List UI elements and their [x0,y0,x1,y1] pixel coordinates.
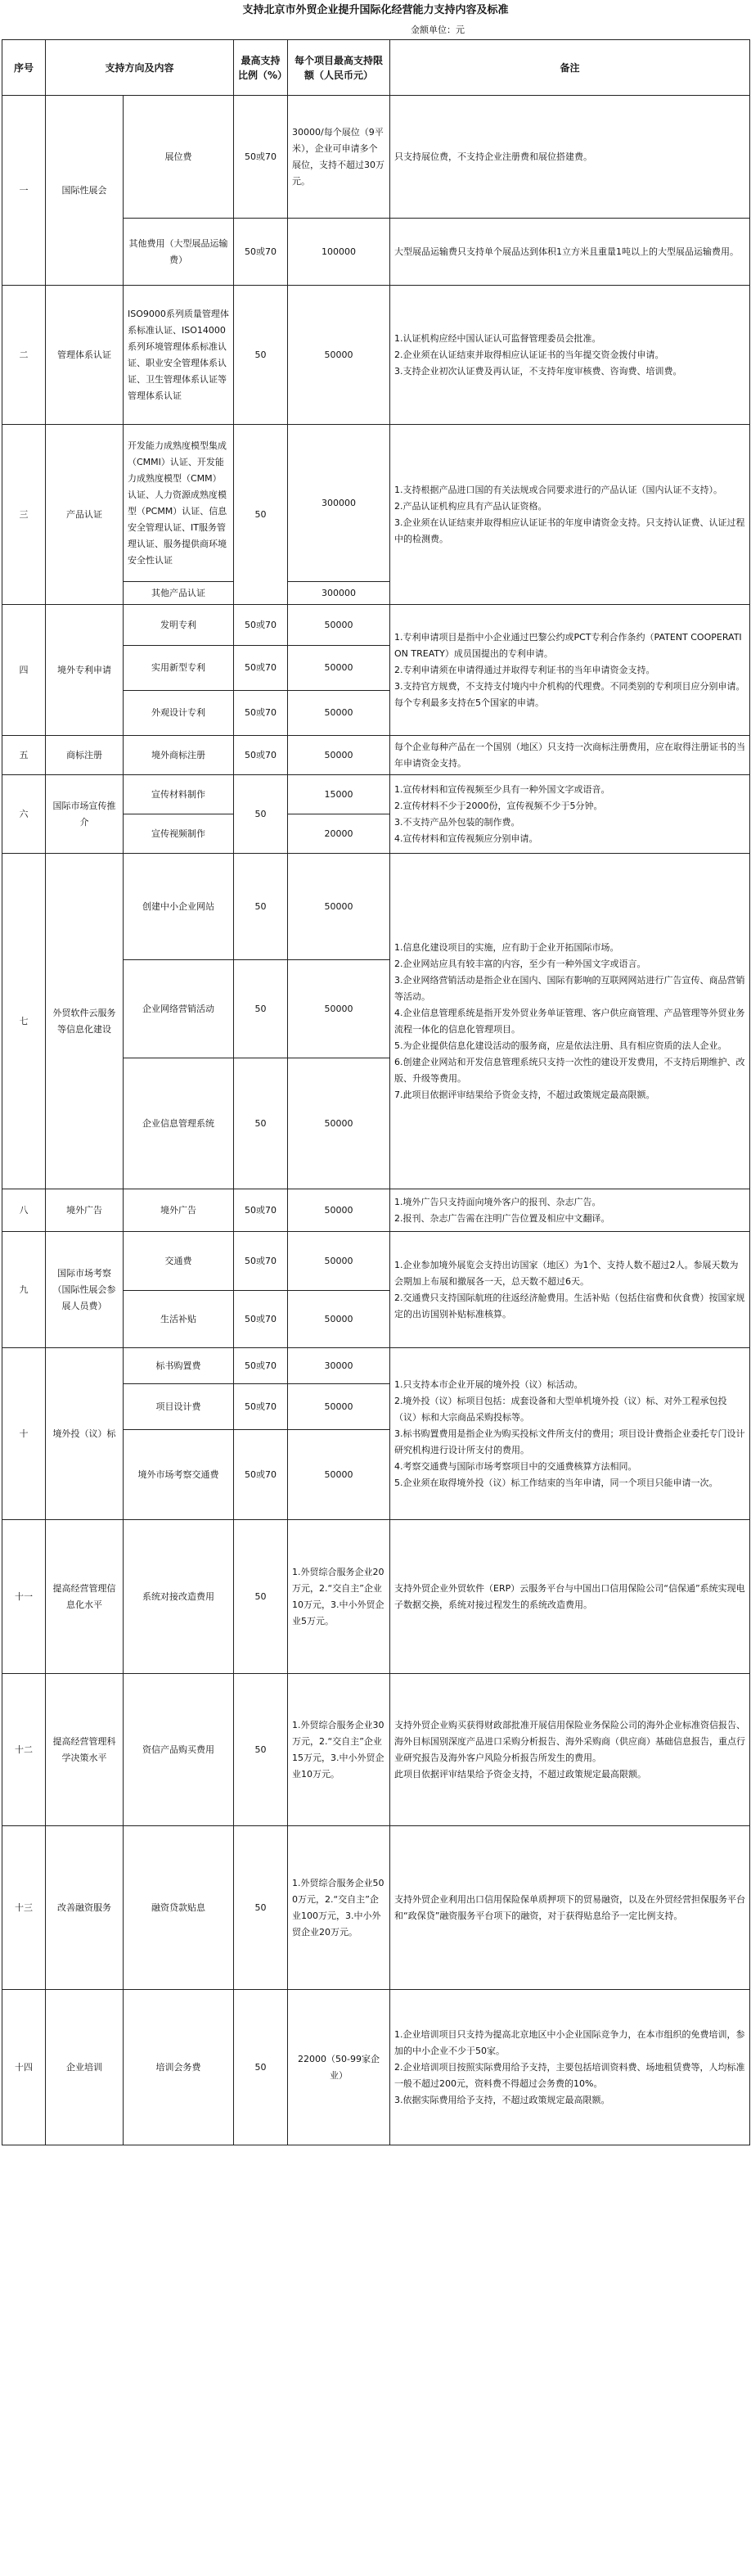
note-line: 1.专利申请项目是指中小企业通过巴黎公约或PCT专利合作条约（PATENT COOPERATION TREATY）成员国提出的专利申请。 [394,631,742,659]
table-row [2,425,750,582]
table-row [2,1189,750,1232]
table-row [2,1674,750,1826]
support-ratio: 50 [234,1674,288,1826]
support-limit: 300000 [288,425,390,582]
sub-item: 标书购置费 [124,1348,234,1384]
support-limit: 1.外贸综合服务企业30万元，2.“交自主”企业15万元，3.中小外贸企业10万元。 [288,1674,390,1826]
sub-item: 系统对接改造费用 [124,1520,234,1674]
notes-cell [390,1674,750,1826]
row-number: 二 [2,286,46,425]
notes-cell [390,736,750,775]
note-line: 1.宣传材料和宣传视频至少具有一种外国文字或语音。 [394,783,610,795]
sub-item: 宣传视频制作 [124,814,234,854]
note-line: 6.创建企业网站和开发信息管理系统只支持一次性的建设开发费用，不支持后期维护、改版、升级等费用。 [394,1056,745,1084]
row-number: 五 [2,736,46,775]
support-ratio: 50或70 [234,219,288,286]
notes-cell [390,219,750,286]
support-ratio: 50或70 [234,1232,288,1291]
row-number: 一 [2,96,46,286]
category-name: 产品认证 [46,425,124,605]
row-number: 十 [2,1348,46,1520]
category-name: 提高经营管理科学决策水平 [46,1674,124,1826]
support-limit: 30000 [288,1348,390,1384]
notes-cell [390,775,750,854]
category-name: 管理体系认证 [46,286,124,425]
sub-item: 外观设计专利 [124,691,234,736]
row-number: 十一 [2,1520,46,1674]
note-line: 此项目依据评审结果给予资金支持，不超过政策规定最高限额。 [394,1768,647,1780]
row-number: 八 [2,1189,46,1232]
row-number: 十三 [2,1826,46,1990]
row-number: 十四 [2,1990,46,2145]
support-limit: 50000 [288,691,390,736]
support-limit: 50000 [288,1291,390,1348]
support-limit: 20000 [288,814,390,854]
notes-cell [390,854,750,1189]
table-row [2,1826,750,1990]
support-ratio: 50 [234,1520,288,1674]
sub-item: ISO9000系列质量管理体系标准认证、ISO14000系列环境管理体系标准认证、职业安全管理体系认证、卫生管理体系认证等管理体系认证 [124,286,234,425]
category-name: 国际市场考察（国际性展会参展人员费） [46,1232,124,1348]
notes-cell [390,1826,750,1990]
note-line: 1.企业培训项目只支持为提高北京地区中小企业国际竞争力，在本市组织的免费培训，参加的中小企业不少于50家。 [394,2028,745,2056]
note-line: 4.考察交通费与国际市场考察项目中的交通费核算方法相同。 [394,1460,637,1472]
support-ratio: 50或70 [234,691,288,736]
support-ratio: 50 [234,286,288,425]
table-row [2,1520,750,1674]
sub-item: 企业网络营销活动 [124,960,234,1058]
support-standards-table [2,39,750,2145]
support-limit: 50000 [288,605,390,646]
category-name: 企业培训 [46,1990,124,2145]
note-line: 1.认证机构应经中国认证认可监督管理委员会批准。 [394,332,601,344]
support-limit: 50000 [288,854,390,960]
support-ratio: 50或70 [234,1430,288,1520]
table-row [2,1990,750,2145]
note-line: 支持外贸企业利用出口信用保险保单质押项下的贸易融资，以及在外贸经营担保服务平台和“政保贷”融资服务平台项下的融资，对于获得贴息给予一定比例支持。 [394,1893,746,1921]
table-row [2,1232,750,1291]
support-ratio: 50或70 [234,605,288,646]
support-limit: 1.外贸综合服务企业20万元，2.“交自主”企业10万元，3.中小外贸企业5万元。 [288,1520,390,1674]
support-limit: 50000 [288,1430,390,1520]
support-limit: 22000（50-99家企业） [288,1990,390,2145]
note-line: 2.企业须在认证结束并取得相应认证证书的当年提交资金拨付申请。 [394,349,664,360]
notes-cell [390,286,750,425]
note-line: 3.支持官方规费，不支持支付境内中介机构的代理费。不同类别的专利项目应分别申请。每个专利最多支持在5个国家的申请。 [394,680,745,708]
support-limit: 50000 [288,1189,390,1232]
note-line: 2.报刊、杂志广告需在注明广告位置及相应中文翻译。 [394,1212,610,1224]
note-line: 4.宣传材料和宣传视频应分别申请。 [394,832,538,844]
row-number: 六 [2,775,46,854]
support-limit: 100000 [288,219,390,286]
table-row [2,1348,750,1384]
row-number: 九 [2,1232,46,1348]
category-name: 国际市场宣传推介 [46,775,124,854]
table-header-row [2,40,750,96]
table-row [2,775,750,814]
support-ratio: 50或70 [234,646,288,691]
notes-cell [390,1232,750,1348]
row-number: 四 [2,605,46,736]
sub-item: 项目设计费 [124,1384,234,1430]
support-ratio: 50 [234,960,288,1058]
sub-item: 培训会务费 [124,1990,234,2145]
note-line: 1.企业参加境外展览会支持出访国家（地区）为1个、支持人数不超过2人。参展天数为会期加上布展和撤展各一天，总天数不超过6天。 [394,1259,739,1287]
category-name: 境外广告 [46,1189,124,1232]
sub-item: 其他产品认证 [124,582,234,605]
note-line: 2.企业网站应具有较丰富的内容，至少有一种外国文字或语言。 [394,958,646,969]
notes-cell [390,96,750,219]
sub-item: 生活补贴 [124,1291,234,1348]
notes-cell [390,1189,750,1232]
note-line: 2.产品认证机构应具有产品认证资格。 [394,500,547,512]
header-notes: 备注 [390,40,750,96]
note-line: 5.为企业提供信息化建设活动的服务商，应是依法注册、具有相应资质的法人企业。 [394,1040,727,1051]
header-limit: 每个项目最高支持限额（人民币元） [288,40,390,96]
category-name: 国际性展会 [46,96,124,286]
support-ratio: 50或70 [234,1348,288,1384]
category-name: 外贸软件云服务等信息化建设 [46,854,124,1189]
sub-item: 展位费 [124,96,234,219]
note-line: 每个企业每种产品在一个国别（地区）只支持一次商标注册费用，应在取得注册证书的当年申请资金支持。 [394,741,746,769]
note-line: 5.企业须在取得境外投（议）标工作结束的当年申请，同一个项目只能申请一次。 [394,1477,718,1488]
table-row [2,286,750,425]
header-direction: 支持方向及内容 [46,40,234,96]
category-name: 境外投（议）标 [46,1348,124,1520]
notes-cell [390,425,750,605]
support-limit: 50000 [288,1232,390,1291]
table-row [2,96,750,219]
support-ratio: 50或70 [234,736,288,775]
sub-item: 境外市场考察交通费 [124,1430,234,1520]
sub-item: 资信产品购买费用 [124,1674,234,1826]
document-title: 支持北京市外贸企业提升国际化经营能力支持内容及标准 [242,4,509,16]
support-ratio: 50或70 [234,1291,288,1348]
support-ratio: 50或70 [234,1384,288,1430]
notes-cell [390,1990,750,2145]
note-line: 1.境外广告只支持面向境外客户的报刊、杂志广告。 [394,1196,601,1207]
sub-item: 其他费用（大型展品运输费） [124,219,234,286]
note-line: 3.支持企业初次认证费及再认证，不支持年度审核费、咨询费、培训费。 [394,365,682,377]
note-line: 3.依据实际费用给予支持，不超过政策规定最高限额。 [394,2094,610,2105]
support-ratio: 50 [234,854,288,960]
support-limit: 50000 [288,960,390,1058]
notes-cell [390,1520,750,1674]
note-line: 2.交通费只支持国际航班的往返经济舱费用。生活补贴（包括住宿费和伙食费）按国家规定的出访国别补贴标准核算。 [394,1292,745,1320]
sub-item: 企业信息管理系统 [124,1058,234,1189]
category-name: 提高经营管理信息化水平 [46,1520,124,1674]
note-line: 2.企业培训项目按照实际费用给予支持，主要包括培训资料费、场地租赁费等，人均标准一般不超过200元，资料费不得超过会务费的10%。 [394,2061,745,2089]
support-limit: 1.外贸综合服务企业500万元，2.“交自主”企业100万元，3.中小外贸企业20万元。 [288,1826,390,1990]
note-line: 1.信息化建设项目的实施，应有助于企业开拓国际市场。 [394,941,619,953]
support-ratio: 50 [234,425,288,605]
sub-item: 境外广告 [124,1189,234,1232]
sub-item: 融资贷款贴息 [124,1826,234,1990]
support-limit: 300000 [288,582,390,605]
sub-item: 宣传材料制作 [124,775,234,814]
support-limit: 50000 [288,646,390,691]
header-ratio: 最高支持比例（%） [234,40,288,96]
note-line: 2.专利申请须在申请得通过并取得专利证书的当年申请资金支持。 [394,664,655,675]
note-line: 2.境外投（议）标项目包括：成套设备和大型单机境外投（议）标、对外工程承包投（议）标和大宗商品采购投标等。 [394,1395,727,1423]
note-line: 1.支持根据产品进口国的有关法规或合同要求进行的产品认证（国内认证不支持）。 [394,484,723,495]
support-limit: 50000 [288,286,390,425]
note-line: 1.只支持本市企业开展的境外投（议）标活动。 [394,1378,583,1390]
note-line: 3.企业网络营销活动是指企业在国内、国际有影响的互联网网站进行广告宣传、商品营销等活动。 [394,974,745,1002]
note-line: 大型展品运输费只支持单个展品达到体积1立方米且重量1吨以上的大型展品运输费用。 [394,246,740,257]
note-line: 2.宣传材料不少于2000份，宣传视频不少于5分钟。 [394,800,603,811]
support-ratio: 50或70 [234,1189,288,1232]
category-name: 商标注册 [46,736,124,775]
support-limit: 50000 [288,736,390,775]
currency-unit-note: 金额单位：元 [411,25,465,35]
sub-item: 开发能力成熟度模型集成（CMMI）认证、开发能力成熟度模型（CMM）认证、人力资源成熟度模型（PCMM）认证、信息安全管理认证、IT服务管理认证、服务提供商环境安全性认证 [124,425,234,582]
support-limit: 15000 [288,775,390,814]
note-line: 支持外贸企业购买获得财政部批准开展信用保险业务保险公司的海外企业标准资信报告、海外目标国别深度产品进口采购分析报告、海外采购商（供应商）基础信息报告，重点行业研究报告及海外客户风险分析报告所发生的费用。 [394,1719,746,1763]
sub-item: 实用新型专利 [124,646,234,691]
note-line: 3.标书购置费用是指企业为购买投标文件所支付的费用；项目设计费指企业委托专门设计研究机构进行设计所支付的费用。 [394,1428,745,1455]
support-ratio: 50或70 [234,96,288,219]
table-row [2,605,750,646]
support-limit: 50000 [288,1384,390,1430]
sub-item: 境外商标注册 [124,736,234,775]
support-ratio: 50 [234,1826,288,1990]
support-ratio: 50 [234,775,288,854]
sub-item: 创建中小企业网站 [124,854,234,960]
note-line: 3.不支持产品外包装的制作费。 [394,816,520,828]
notes-cell [390,1348,750,1520]
support-limit: 50000 [288,1058,390,1189]
sub-item: 交通费 [124,1232,234,1291]
header-no: 序号 [2,40,46,96]
table-row [2,854,750,960]
category-name: 改善融资服务 [46,1826,124,1990]
row-number: 三 [2,425,46,605]
support-ratio: 50 [234,1990,288,2145]
sub-item: 发明专利 [124,605,234,646]
note-line: 7.此项目依据评审结果给予资金支持，不超过政策规定最高限额。 [394,1089,655,1100]
table-row [2,736,750,775]
support-ratio: 50 [234,1058,288,1189]
row-number: 七 [2,854,46,1189]
category-name: 境外专利申请 [46,605,124,736]
note-line: 3.企业须在认证结束并取得相应认证证书的年度申请资金支持。只支持认证费、认证过程中的检测费。 [394,517,745,544]
note-line: 4.企业信息管理系统是指开发外贸业务单证管理、客户供应商管理、产品管理等外贸业务流程一体化的信息化管理项目。 [394,1007,745,1035]
note-line: 支持外贸企业外贸软件（ERP）云服务平台与中国出口信用保险公司“信保通”系统实现电子数据交换，系统对接过程发生的系统改造费用。 [394,1582,745,1610]
note-line: 只支持展位费，不支持企业注册费和展位搭建费。 [394,151,593,162]
notes-cell [390,605,750,736]
support-limit: 30000/每个展位（9平米），企业可申请多个展位，支持不超过30万元。 [288,96,390,219]
row-number: 十二 [2,1674,46,1826]
